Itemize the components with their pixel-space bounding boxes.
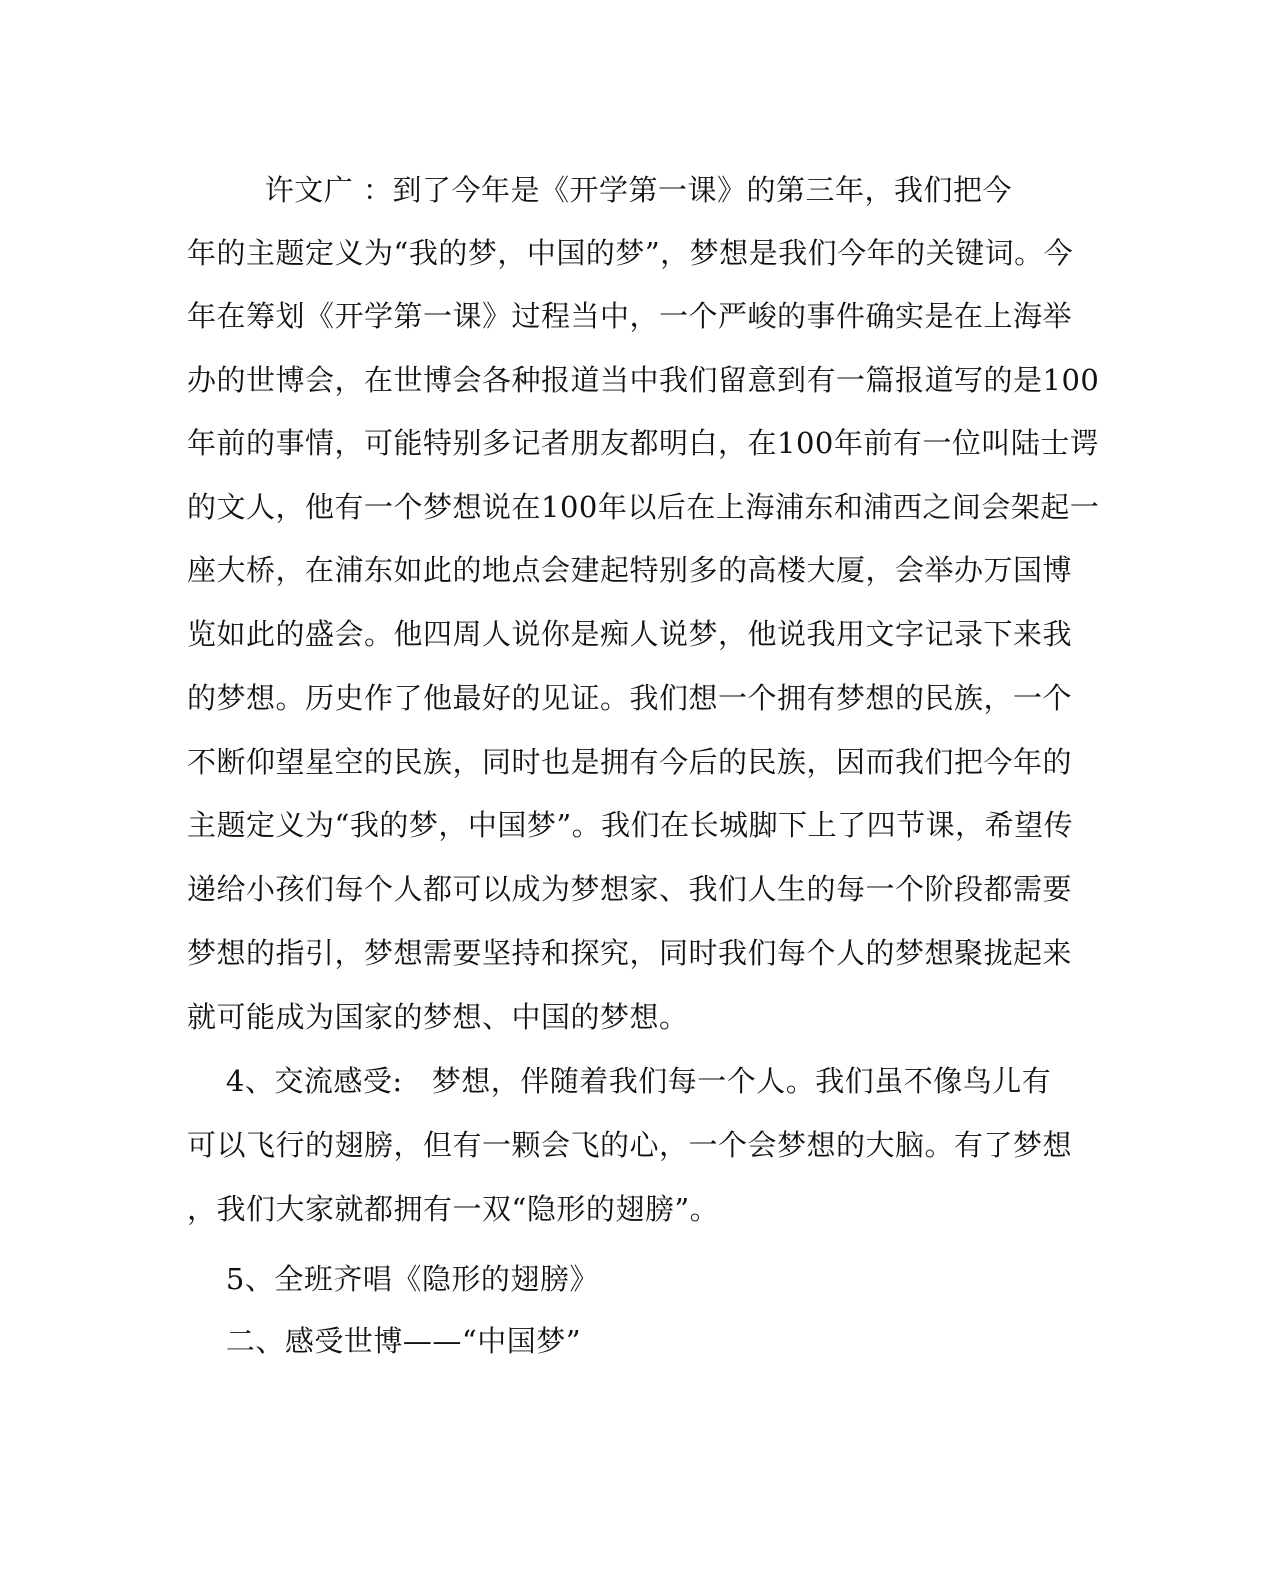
paragraph-line: 览如此的盛会。他四周人说你是痴人说梦，他说我用文字记录下来我 <box>187 617 1073 651</box>
paragraph-line: 办的世博会，在世博会各种报道当中我们留意到有一篇报道写的是100 <box>187 363 1100 397</box>
paragraph-line: 许文广 ：到了今年是《开学第一课》的第三年，我们把今 <box>187 173 1012 207</box>
paragraph-line: ，我们大家就都拥有一双“隐形的翅膀”。 <box>187 1192 720 1226</box>
paragraph-line: 座大桥，在浦东如此的地点会建起特别多的高楼大厦，会举办万国博 <box>187 553 1073 587</box>
paragraph-line: 4、交流感受: 梦想，伴随着我们每一个人。我们虽不像鸟儿有 <box>187 1064 1052 1098</box>
paragraph-line: 不断仰望星空的民族，同时也是拥有今后的民族，因而我们把今年的 <box>187 745 1073 779</box>
paragraph-line: 年在筹划《开学第一课》过程当中，一个严峻的事件确实是在上海举 <box>187 299 1073 333</box>
paragraph-line: 主题定义为“我的梦，中国梦”。我们在长城脚下上了四节课，希望传 <box>187 808 1074 842</box>
paragraph-line: 递给小孩们每个人都可以成为梦想家、我们人生的每一个阶段都需要 <box>187 872 1073 906</box>
paragraph-line: 的文人，他有一个梦想说在100年以后在上海浦东和浦西之间会架起一 <box>187 490 1100 524</box>
paragraph-line: 梦想的指引，梦想需要坚持和探究，同时我们每个人的梦想聚拢起来 <box>187 936 1073 970</box>
paragraph-line: 的梦想。历史作了他最好的见证。我们想一个拥有梦想的民族，一个 <box>187 681 1073 715</box>
paragraph-line: 年前的事情，可能特别多记者朋友都明白，在100年前有一位叫陆士谔 <box>187 426 1100 460</box>
paragraph-line: 年的主题定义为“我的梦，中国的梦”，梦想是我们今年的关键词。今 <box>187 236 1074 270</box>
paragraph-line: 二、感受世博——“中国梦” <box>187 1324 582 1358</box>
paragraph-line: 5、全班齐唱《隐形的翅膀》 <box>187 1262 599 1296</box>
paragraph-line: 就可能成为国家的梦想、中国的梦想。 <box>187 1000 689 1034</box>
paragraph-line: 可以飞行的翅膀，但有一颗会飞的心，一个会梦想的大脑。有了梦想 <box>187 1128 1073 1162</box>
